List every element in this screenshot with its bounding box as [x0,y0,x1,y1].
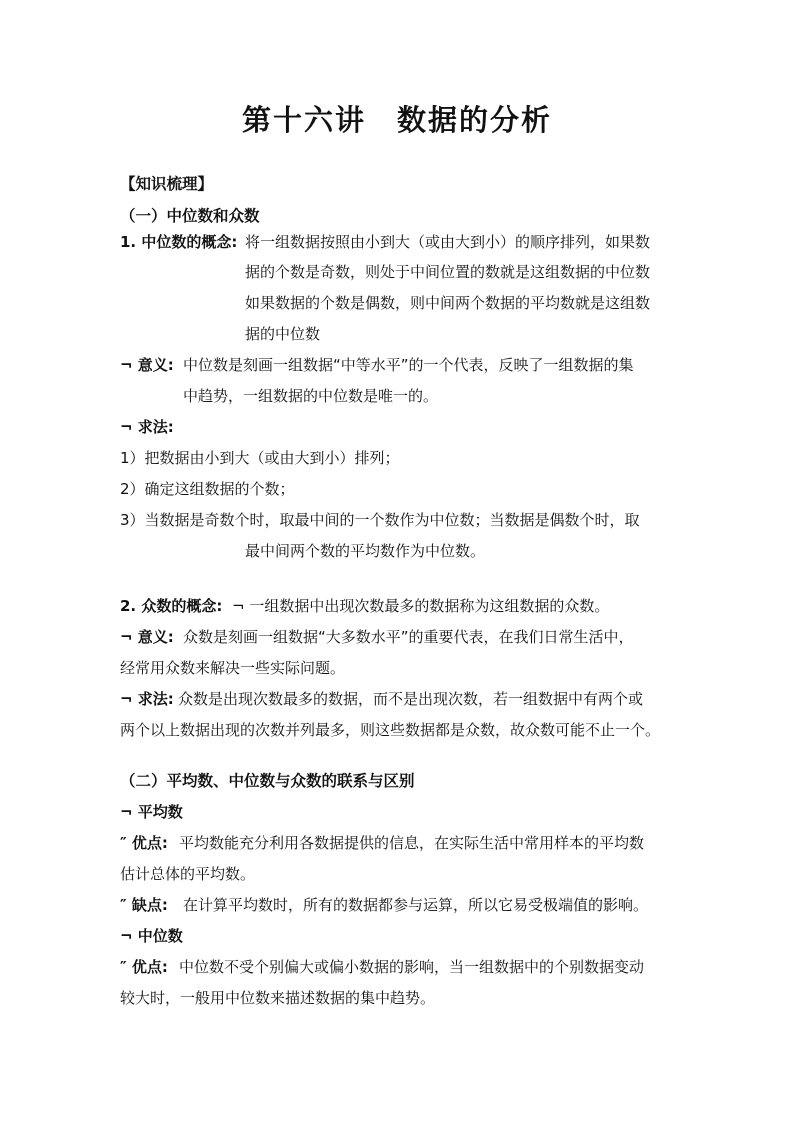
median-advantage-line: 较大时，一般用中位数来描述数据的集中趋势。 [120,989,436,1007]
mode-meaning-line: 众数是刻画一组数据“大多数水平”的重要代表，在我们日常生活中， [183,628,634,646]
mode-concept-label: 2. 众数的概念: [120,597,223,615]
median-definition-line: 如果数据的个数是偶数，则中间两个数据的平均数就是这组数 [245,294,651,312]
mean-label: ¬ 平均数 [120,803,183,821]
part2-heading: （二）平均数、中位数与众数的联系与区别 [120,772,415,790]
mean-disadvantage-label: ″ 缺点: [120,896,168,914]
median-method-label: ¬ 求法: [120,418,174,436]
median-meaning-line: 中位数是刻画一组数据“中等水平”的一个代表，反映了一组数据的集 [183,356,634,374]
median-meaning-line: 中趋势，一组数据的中位数是唯一的。 [183,387,439,405]
median-meaning-label: ¬ 意义: [120,356,174,374]
mean-advantage-line: 估计总体的平均数。 [120,865,256,883]
page-title: 第十六讲 数据的分析 [241,103,552,137]
median-section-label: ¬ 中位数 [120,927,183,945]
median-step-continued: 最中间两个数的平均数作为中位数。 [245,542,486,560]
mode-method-label: ¬ 求法: [120,690,174,708]
median-step: 3）当数据是奇数个时，取最中间的一个数作为中位数；当数据是偶数个时，取 [120,511,640,529]
section-knowledge-heading: 【知识梳理】 [120,175,214,193]
median-definition-line: 将一组数据按照由小到大（或由大到小）的顺序排列，如果数 [245,233,651,251]
mean-disadvantage-line: 在计算平均数时，所有的数据都参与运算，所以它易受极端值的影响。 [183,896,649,914]
median-advantage-line: 中位数不受个别偏大或偏小数据的影响，当一组数据中的个别数据变动 [179,958,645,976]
mode-meaning-line: 经常用众数来解决一些实际问题。 [120,659,346,677]
median-step: 1）把数据由小到大（或由大到小）排列； [120,449,400,467]
median-concept-label: 1. 中位数的概念: [120,233,238,251]
median-step: 2）确定这组数据的个数； [120,480,295,498]
mode-definition: ¬ 一组数据中出现次数最多的数据称为这组数据的众数。 [232,597,610,615]
mean-advantage-label: ″ 优点: [120,834,168,852]
median-advantage-label: ″ 优点: [120,958,168,976]
median-definition-line: 据的个数是奇数，则处于中间位置的数就是这组数据的中位数 [245,263,651,281]
mode-meaning-label: ¬ 意义: [120,628,174,646]
mode-method-line: 两个以上数据出现的次数并列最多，则这些数据都是众数，故众数可能不止一个。 [120,721,661,739]
part1-heading: （一）中位数和众数 [120,207,260,225]
mean-advantage-line: 平均数能充分利用各数据提供的信息，在实际生活中常用样本的平均数 [179,834,645,852]
median-definition-line: 据的中位数 [245,325,321,343]
mode-method-line: 众数是出现次数最多的数据，而不是出现次数，若一组数据中有两个或 [178,690,644,708]
